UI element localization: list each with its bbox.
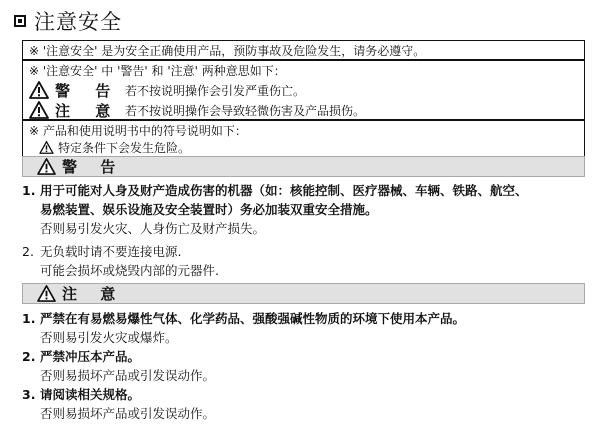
warning-item-1-sub: 否则易引发火灾、人身伤亡及财产损失。	[40, 221, 266, 236]
caution-item-1-num: 1.	[22, 311, 36, 326]
symbol-legend	[22, 120, 585, 157]
warning-item-1	[22, 181, 592, 238]
warning-item-2-num: 2.	[22, 244, 34, 259]
caution-item-3	[22, 385, 592, 423]
warning-section-label: 警 告	[62, 158, 125, 176]
level-caution-desc: 若不按说明操作会导致轻微伤害及产品损伤。	[125, 103, 366, 118]
warning-item-1-num: 1.	[22, 183, 36, 198]
level-caution-tag: 注 意	[55, 101, 121, 120]
caution-item-1	[22, 309, 592, 347]
level-caution-row	[29, 100, 584, 120]
warning-section-header	[22, 156, 585, 177]
level-warning-row	[29, 80, 584, 100]
caution-item-2-line: 严禁冲压本产品。	[40, 349, 141, 364]
safety-purpose-text: ※ '注意安全' 是为安全正确使用产品，预防事故及危险发生，请务必遵守。	[29, 43, 426, 58]
caution-section-label: 注 意	[62, 285, 125, 303]
caution-item-2-num: 2.	[22, 349, 36, 364]
caution-header-icon	[37, 285, 56, 302]
warning-header-icon	[37, 158, 56, 175]
caution-section-header	[22, 283, 585, 304]
symbol-legend-desc: 特定条件下会发生危险。	[58, 140, 191, 155]
warning-item-1-line-2: 易燃装置、娱乐设施及安全装置时）务必加装双重安全措施。	[40, 202, 378, 217]
level-definitions-intro: ※ '注意安全' 中 '警告' 和 '注意' 两种意思如下：	[29, 64, 286, 78]
caution-triangle-icon	[29, 101, 49, 119]
level-warning-tag: 警 告	[55, 81, 121, 100]
caution-item-3-num: 3.	[22, 387, 36, 402]
caution-item-2-sub: 否则易损坏产品或引发误动作。	[40, 368, 216, 383]
level-definitions	[22, 60, 585, 120]
caution-item-1-line: 严禁在有易燃易爆性气体、化学药品、强酸强碱性物质的环境下使用本产品。	[40, 311, 466, 326]
symbol-legend-intro: ※ 产品和使用说明书中的符号说明如下：	[29, 123, 247, 138]
level-warning-desc: 若不按说明操作会引发严重伤亡。	[125, 83, 306, 98]
warning-triangle-icon	[29, 81, 49, 99]
caution-item-1-sub: 否则易引发火灾或爆炸。	[40, 330, 178, 345]
page-title-row	[14, 6, 122, 36]
caution-item-3-line: 请阅读相关规格。	[40, 387, 141, 402]
page-title: 注意安全	[34, 10, 122, 34]
warning-item-2-line-1: 无负载时请不要连接电源.	[40, 244, 182, 259]
safety-purpose-note	[22, 40, 585, 60]
caution-item-2	[22, 347, 592, 385]
danger-symbol-icon	[39, 141, 54, 154]
caution-item-3-sub: 否则易损坏产品或引发误动作。	[40, 406, 216, 421]
warning-item-2-sub: 可能会损坏或烧毁内部的元器件.	[40, 263, 219, 278]
warning-item-2	[22, 242, 592, 280]
square-bullet-icon	[14, 15, 26, 27]
warning-item-1-line-1: 用于可能对人身及财产造成伤害的机器（如：核能控制、医疗器械、车辆、铁路、航空、	[40, 183, 528, 198]
